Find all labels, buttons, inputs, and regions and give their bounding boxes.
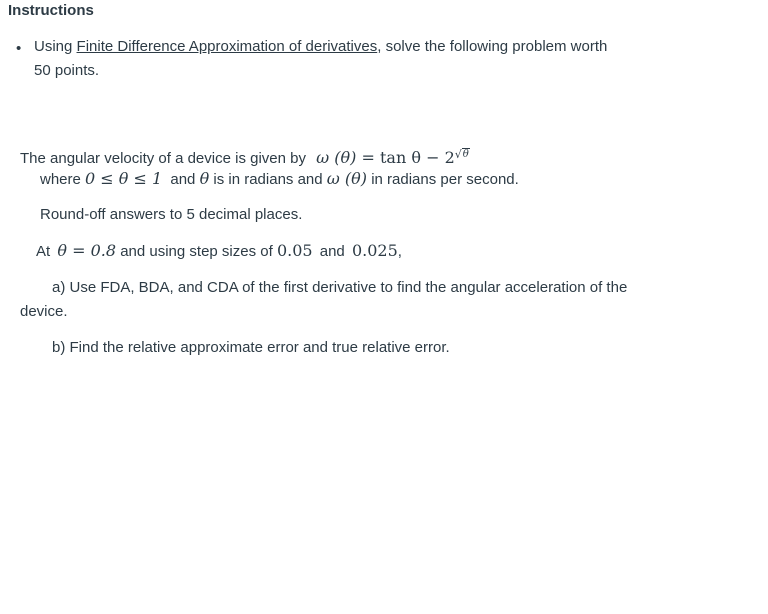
theta-value: θ = 0.8 xyxy=(57,241,117,260)
bullet-line-2: 50 points. xyxy=(34,62,100,79)
omega-lhs: ω (θ) = xyxy=(316,148,380,167)
problem-where-line xyxy=(40,170,519,189)
part-a-line-1: a) Use FDA, BDA, and CDA of the first derivative to find the angular acceleration of the xyxy=(52,279,628,296)
rad-per-sec-text: in radians per second. xyxy=(371,171,519,188)
where-prefix: where xyxy=(40,171,86,188)
at-prefix: At xyxy=(36,243,51,260)
conditions-line xyxy=(36,242,402,261)
finite-difference-link[interactable]: Finite Difference Approximation of derivatives xyxy=(76,38,378,55)
step-size-2: 0.025 xyxy=(351,241,398,260)
part-b: b) Find the relative approximate error and true relative error. xyxy=(52,339,450,356)
bullet-suffix: , solve the following problem worth xyxy=(377,38,608,55)
bullet-line-1 xyxy=(34,38,607,56)
bullet-prefix: Using xyxy=(34,38,77,55)
omega-equation xyxy=(316,148,470,167)
intro-text: The angular velocity of a device is given by xyxy=(20,150,306,167)
roundoff-note: Round-off answers to 5 decimal places. xyxy=(40,206,303,223)
step-text: and using step sizes of xyxy=(120,243,273,260)
tan-part: tan θ − 2 xyxy=(380,148,455,167)
range-expression: 0 ≤ θ ≤ 1 xyxy=(85,169,163,188)
and-word: and xyxy=(170,171,196,188)
and-word-2: and xyxy=(319,243,345,260)
comma: , xyxy=(397,243,402,260)
sqrt-argument: θ xyxy=(462,149,469,160)
bullet-marker: • xyxy=(16,40,22,57)
radical-icon: √ xyxy=(454,148,462,161)
omega-expression: ω (θ) xyxy=(326,169,368,188)
theta-symbol: θ xyxy=(199,169,210,188)
problem-intro-line xyxy=(20,146,470,168)
page-title: Instructions xyxy=(8,2,94,19)
part-a-line-2: device. xyxy=(20,303,68,320)
step-size-1: 0.05 xyxy=(276,241,313,260)
sqrt-term xyxy=(455,146,470,167)
radians-text: is in radians and xyxy=(213,171,323,188)
